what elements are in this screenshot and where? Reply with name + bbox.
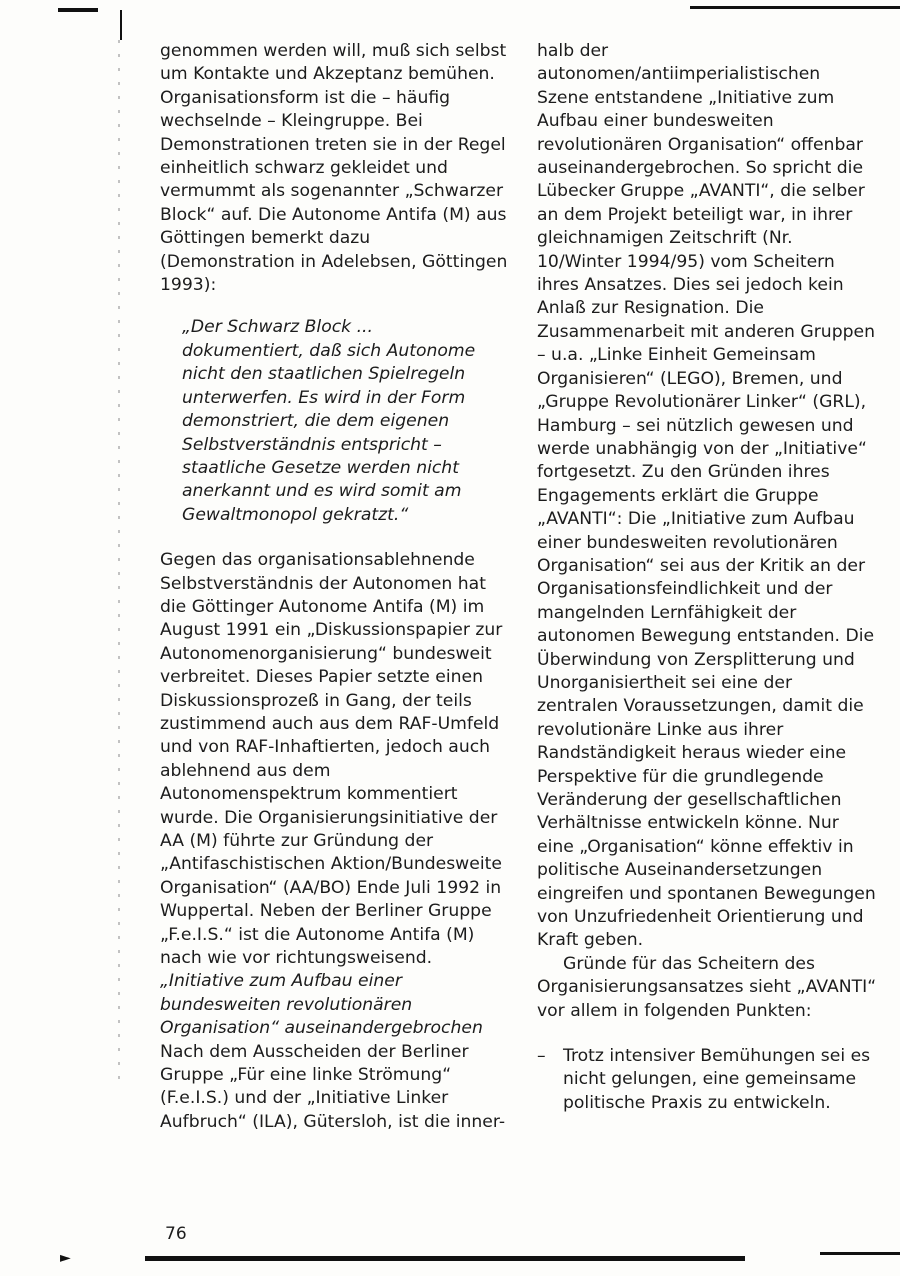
left-paragraph-3: Nach dem Ausscheiden der Berliner Gruppe „Für eine linke Strömung“ (F.e.I.S.) und der „Initiative Linker Aufbruch“ (ILA), Gütersloh, ist die inner- xyxy=(160,1041,506,1132)
list-item xyxy=(537,1045,877,1115)
list-item-text: Trotz intensiver Bemühungen sei es nicht gelungen, eine gemeinsame politische Praxis zu entwickeln. xyxy=(563,1046,871,1113)
margin-binding-marks xyxy=(118,40,120,1080)
right-paragraph-1: halb der autonomen/antiimperialistischen Szene entstandene „Initiative zum Aufbau einer bundesweiten revolutionären Organisation“ offenbar auseinandergebrochen. So spricht die Lübecker Gruppe „AVANTI“, die selber an dem Projekt beteiligt war, in ihrer gleichnamigen Zeitschrift (Nr. 10/Winter 1994/95) vom Scheitern ihres Ansatzes. Dies sei jedoch kein Anlaß zur Resignation. Die Zusammenarbeit mit anderen Gruppen – u.a. „Linke Einheit Gemeinsam Organisieren“ (LEGO), Bremen, und „Gruppe Revolutionärer Linker“ (GRL), Hamburg – sei nützlich gewesen und werde unabhängig von der „Initiative“ fortgesetzt. Zu den Gründen ihres Engagements erklärt die Gruppe „AVANTI“: Die „Initiative zum Aufbau einer bundesweiten revolutionären Organisation“ sei aus der Kritik an der Organisationsfeindlichkeit und der mangelnden Lernfähigkeit der autonomen Bewegung entstanden. Die Überwindung von Zersplitterung und Unorganisiertheit sei eine der zentralen Voraussetzungen, damit die revolutionäre Linke aus ihrer Randständigkeit heraus wieder eine Perspektive für die grundlegende Veränderung der gesellschaftlichen Verhältnisse entwickeln könne. Nur eine „Organisation“ könne effektiv in politische Auseinandersetzungen eingreifen und spontanen Bewegungen von Unzufriedenheit Orientierung und Kraft geben. xyxy=(537,41,876,951)
left-intro-paragraph: genommen werden will, muß sich selbst um Kontakte und Akzeptanz bemühen. Organisationsform ist die – häufig wechselnde – Kleingruppe. Bei Demonstrationen treten sie in der Regel einheitlich schwarz gekleidet und vermummt als sogenannter „Schwarzer Block“ auf. Die Autonome Antifa (M) aus Göttingen bemerkt dazu (Demonstration in Adelebsen, Göttingen 1993): xyxy=(160,41,508,296)
corner-mark-icon: ► xyxy=(60,1250,71,1266)
right-paragraph-2: Gründe für das Scheitern des Organisierungsansatzes sieht „AVANTI“ vor allem in folgenden Punkten: xyxy=(537,953,877,1021)
left-column xyxy=(160,40,508,1134)
page-number: 76 xyxy=(165,1224,187,1244)
blockquote xyxy=(182,316,500,527)
scan-edge-bottom-right xyxy=(820,1252,900,1255)
list-bullet-dash: – xyxy=(537,1046,546,1067)
section-subheading: „Initiative zum Aufbau einer bundesweiten revolutionären Organisation“ auseinandergebrochen xyxy=(160,971,483,1039)
right-column xyxy=(537,40,877,1115)
scan-edge-top-left xyxy=(58,8,98,12)
scan-edge-top-right xyxy=(690,6,900,9)
quote-text: „Der Schwarz Block ... dokumentiert, daß sich Autonome nicht den staatlichen Spielregeln unterwerfen. Es wird in der Form demonstriert, die dem eigenen Selbstverständnis entspricht – staatliche Gesetze werden nicht anerkannt und es wird somit am Gewaltmonopol gekratzt.“ xyxy=(182,317,476,525)
scan-edge-left xyxy=(120,10,122,40)
left-paragraph-2: Gegen das organisationsablehnende Selbstverständnis der Autonomen hat die Göttinger Autonome Antifa (M) im August 1991 ein „Diskussionspapier zur Autonomenorganisierung“ bundesweit verbreitet. Dieses Papier setzte einen Diskussionsprozeß in Gang, der teils zustimmend auch aus dem RAF-Umfeld und von RAF-Inhaftierten, jedoch auch ablehnend aus dem Autonomenspektrum kommentiert wurde. Die Organisierungsinitiative der AA (M) führte zur Gründung der „Antifaschistischen Aktion/Bundesweite Organisation“ (AA/BO) Ende Juli 1992 in Wuppertal. Neben der Berliner Gruppe „F.e.I.S.“ ist die Autonome Antifa (M) nach wie vor richtungsweisend. xyxy=(160,550,503,969)
scan-edge-bottom xyxy=(145,1256,745,1261)
